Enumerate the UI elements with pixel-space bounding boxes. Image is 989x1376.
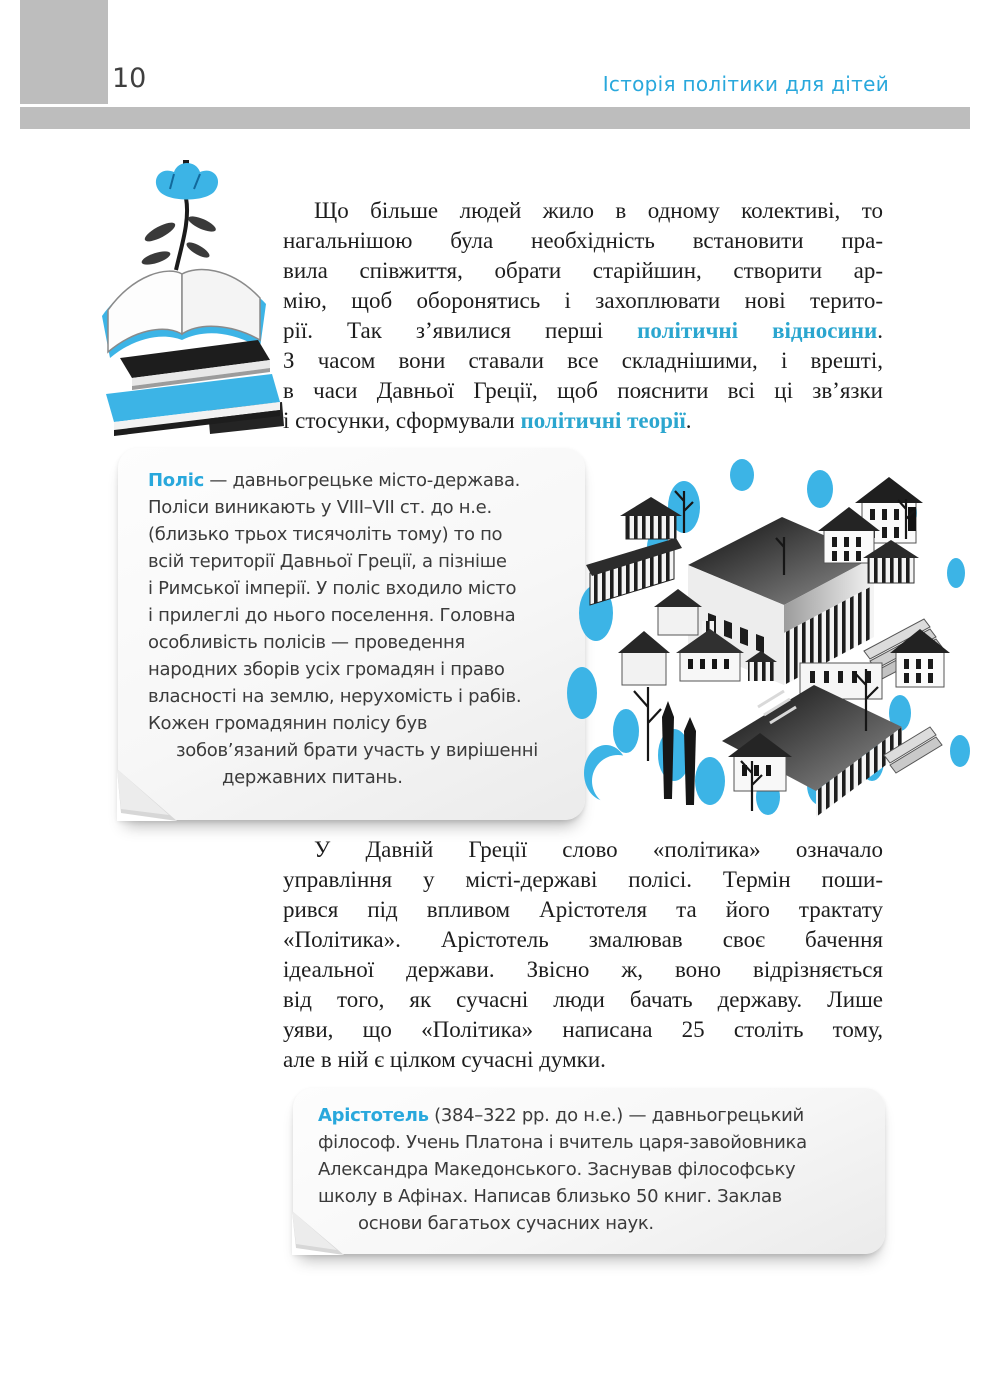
text-line: Кожен громадянин полісу був xyxy=(148,713,428,734)
note-term-aristotle: Арістотель xyxy=(318,1105,429,1126)
books-and-flower-illustration xyxy=(90,158,285,443)
text-line: і стосунки, сформували політичні теорії. xyxy=(283,408,692,433)
text-line: від того, як сучасні люди бачать державу. Лише xyxy=(283,987,883,1012)
text-line: мію, щоб оборонятись і захоплювати нові терито- xyxy=(283,288,883,313)
page-fold-corner xyxy=(292,1211,344,1255)
text-line: основи багатьох сучасних наук. xyxy=(358,1213,654,1234)
text-line: але в ній є цілком сучасні думки. xyxy=(283,1047,606,1072)
stoa-icon xyxy=(586,538,682,605)
text-line: нагальнішою була необхідність встановити пра- xyxy=(283,228,883,253)
header-horizontal-bar xyxy=(20,107,970,129)
body-paragraph-2 xyxy=(283,835,883,1075)
aristotle-note-card xyxy=(293,1088,885,1254)
polis-note-text xyxy=(118,448,585,791)
text-line: ідеальної держави. Звісно ж, воно відрізняється xyxy=(283,957,883,982)
running-header-title: Історія політики для дітей xyxy=(602,72,889,96)
text-line: У Давній Греції слово «політика» означало xyxy=(314,837,883,862)
header-vertical-bar xyxy=(20,0,108,104)
ancient-greek-polis-illustration xyxy=(562,455,986,827)
note-term-polis: Поліс xyxy=(148,470,204,491)
text-line: і Римської імперії. У поліс входило місто xyxy=(148,578,517,599)
text-line: особливість полісів — проведення xyxy=(148,632,465,653)
text-line: філософ. Учень Платона і вчитель царя-завойовника xyxy=(318,1132,807,1153)
text-line: власності на землю, нерухомість і рабів. xyxy=(148,686,522,707)
text-line: уяви, що «Політика» написана 25 століть тому, xyxy=(283,1017,883,1042)
text-line: в часи Давньої Греції, щоб пояснити всі ці зв’язки xyxy=(283,378,883,403)
page-number: 10 xyxy=(112,63,147,94)
text-line: зобов’язаний брати участь у вирішенні xyxy=(176,740,538,761)
text-line: школу в Афінах. Написав близько 50 книг. Заклав xyxy=(318,1186,782,1207)
text-line: і прилеглі до нього поселення. Головна xyxy=(148,605,516,626)
text-line: Поліси виникають у VIII–VII ст. до н.е. xyxy=(148,497,492,518)
body-paragraph-1 xyxy=(283,196,883,436)
text-line: державних питань. xyxy=(222,767,403,788)
text-line: Що більше людей жило в одному колективі, то xyxy=(314,198,883,223)
text-line: Поліс — давньогрецьке місто-держава. xyxy=(148,470,521,491)
text-line: рився під впливом Арістотеля та його трактату xyxy=(283,897,883,922)
text-line: вила співжиття, обрати старійшин, створити ар- xyxy=(283,258,883,283)
text-line: Александра Македонського. Заснував філософську xyxy=(318,1159,796,1180)
page-fold-corner xyxy=(117,769,177,821)
text-line: «Політика». Арістотель змалював своє бачення xyxy=(283,927,883,952)
polis-note-card xyxy=(118,448,585,820)
text-line: народних зборів усіх громадян і право xyxy=(148,659,505,680)
hill xyxy=(592,755,644,807)
text-line: (близько трьох тисячоліть тому) то по xyxy=(148,524,503,545)
aristotle-note-text xyxy=(293,1088,885,1237)
text-line: всій території Давньої Греції, а пізніше xyxy=(148,551,507,572)
text-line: рії. Так з’явилися перші політичні відносини. xyxy=(283,318,883,343)
text-line: управління у місті-державі полісі. Термін поши- xyxy=(283,867,883,892)
text-line: Арістотель (384–322 рр. до н.е.) — давньогрецький xyxy=(318,1105,804,1126)
text-line: З часом вони ставали все складнішими, і врешті, xyxy=(283,348,883,373)
